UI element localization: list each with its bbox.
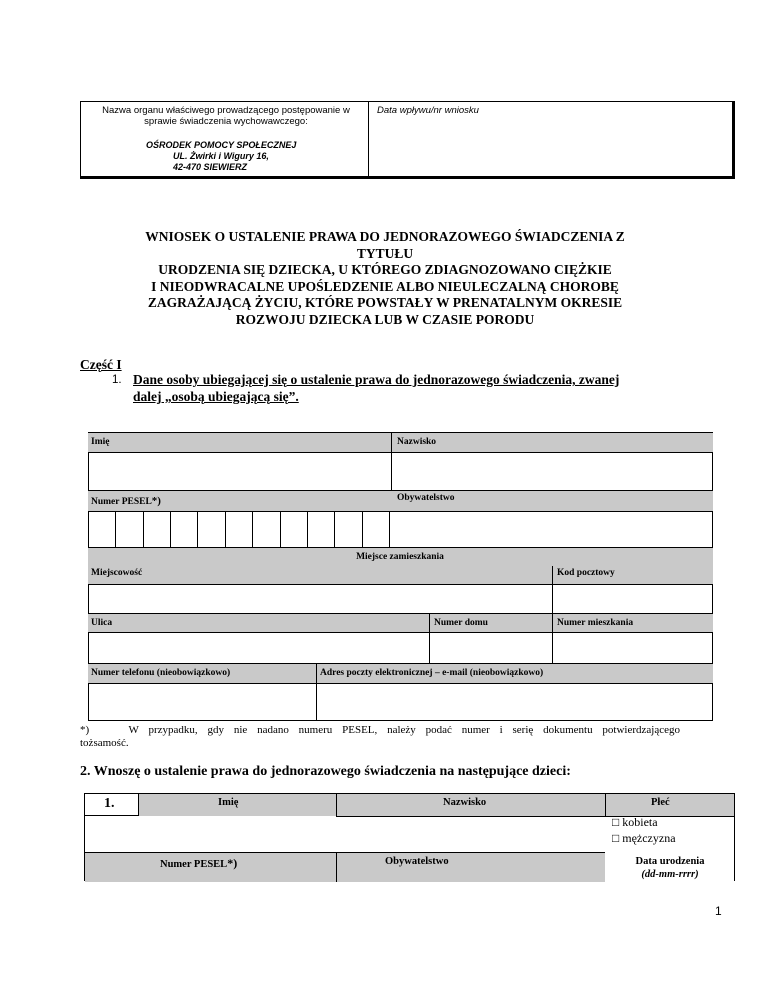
office-city: 42-470 SIEWIERZ	[173, 162, 248, 172]
ulica-field[interactable]	[88, 632, 430, 664]
obywatelstwo-label: Obywatelstwo	[397, 493, 455, 503]
obywatelstwo-field[interactable]	[389, 511, 713, 548]
email-field[interactable]	[316, 683, 713, 721]
option-mezczyzna[interactable]: □ mężczyzna	[612, 831, 676, 845]
miejsce-label: Miejsce zamieszkania	[356, 552, 444, 562]
child-plec-label: Płeć	[651, 797, 670, 808]
imie-field[interactable]	[88, 452, 392, 491]
part-heading: Część I	[80, 357, 122, 372]
miejscowosc-field[interactable]	[88, 584, 553, 614]
email-label: Adres poczty elektronicznej – e-mail (nieobowiązkowo)	[320, 668, 544, 678]
part-item-line: dalej „osobą ubiegającą się”.	[133, 389, 299, 404]
telefon-label: Numer telefonu (nieobowiązkowo)	[91, 668, 231, 678]
title-line: ZAGRAŻAJĄCĄ ŻYCIU, KTÓRE POWSTAŁY W PRENATALNYM OKRESIE	[147, 295, 623, 310]
telefon-field[interactable]	[88, 683, 317, 721]
ulica-label: Ulica	[91, 618, 113, 628]
page-number: 1	[715, 904, 722, 918]
part-item-line: Dane osoby ubiegającej się o ustalenie prawa do jednorazowego świadczenia, zwanej	[133, 372, 620, 387]
footnote-line2: tożsamość.	[80, 737, 129, 749]
numer-domu-label: Numer domu	[434, 618, 488, 628]
date-label: Data wpływu/nr wniosku	[377, 105, 479, 116]
option-kobieta[interactable]: □ kobieta	[612, 815, 658, 829]
nazwisko-label: Nazwisko	[397, 437, 437, 447]
office-name: OŚRODEK POMOCY SPOŁECZNEJ	[146, 140, 297, 150]
title-line: WNIOSEK O USTALENIE PRAWA DO JEDNORAZOWEGO ŚWIADCZENIA Z	[145, 229, 625, 244]
item-number: 1.	[112, 374, 122, 386]
form-title	[90, 229, 680, 328]
kod-label: Kod pocztowy	[557, 568, 615, 578]
authority-label: Nazwa organu właściwego prowadzącego postępowanie w sprawie świadczenia wychowawczego:	[102, 105, 350, 127]
numer-domu-field[interactable]	[429, 632, 553, 664]
divider	[552, 566, 553, 584]
child-nazwisko-label: Nazwisko	[443, 797, 487, 808]
title-line: TYTUŁU	[356, 245, 414, 261]
section2-heading: 2. Wnoszę o ustalenie prawa do jednorazowego świadczenia na następujące dzieci:	[80, 764, 571, 779]
divider	[316, 664, 317, 683]
child-data-urodzenia-label: Data urodzenia (dd-mm-rrrr)	[635, 856, 705, 880]
numer-mieszkania-field[interactable]	[552, 632, 713, 664]
footnote: *) W przypadku, gdy nie nadano numeru PESEL, należy podać numer i serię dokumentu potwierdzającego	[80, 724, 681, 736]
child-imie-field[interactable]	[100, 816, 335, 850]
part-item-heading	[133, 371, 619, 405]
title-line: I NIEODWRACALNE UPOŚLEDZENIE ALBO NIEULECZALNĄ CHOROBĘ	[151, 278, 619, 294]
divider	[429, 614, 430, 632]
imie-label: Imię	[91, 437, 110, 447]
pesel-cells[interactable]	[88, 511, 390, 548]
divider	[391, 432, 392, 452]
divider	[552, 614, 553, 632]
pesel-label: Numer PESEL*)	[91, 495, 161, 507]
title-line: ROZWOJU DZIECKA LUB W CZASIE PORODU	[235, 311, 535, 327]
miejscowosc-label: Miejscowość	[91, 568, 143, 578]
title-line: URODZENIA SIĘ DZIECKA, U KTÓREGO ZDIAGNOZOWANO CIĘŻKIE	[158, 262, 612, 277]
child-obywatelstwo-label: Obywatelstwo	[385, 856, 449, 867]
child-imie-label: Imię	[218, 797, 239, 808]
nazwisko-field[interactable]	[391, 452, 713, 491]
kod-field[interactable]	[552, 584, 713, 614]
authority-header-box	[80, 101, 735, 179]
child-pesel-label: Numer PESEL*)	[160, 856, 238, 870]
numer-mieszkania-label: Numer mieszkania	[557, 618, 634, 628]
child-nazwisko-field[interactable]	[337, 816, 604, 850]
child-number: 1.	[104, 796, 115, 811]
office-street: UL. Żwirki i Wigury 16,	[173, 151, 269, 161]
